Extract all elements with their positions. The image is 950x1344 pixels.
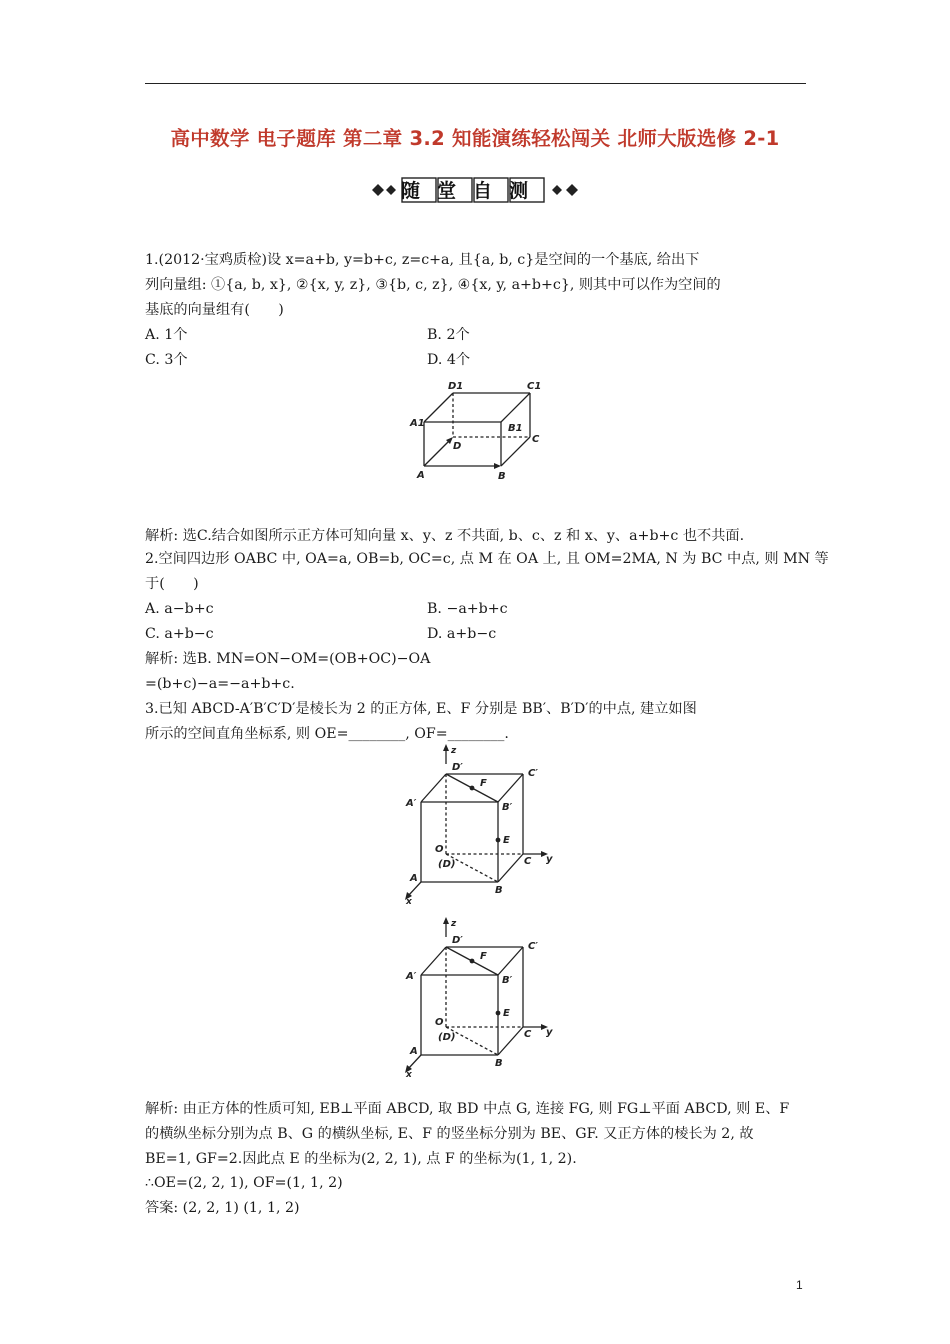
q1-choice-c: C. 3个 — [145, 352, 188, 368]
q3-cube-figure-2 — [396, 917, 566, 1079]
q3-fig1-label-c: C — [524, 856, 532, 867]
q3-line-1: 3.已知 ABCD-A′B′C′D′是棱长为 2 的正方体, E、F 分别是 BB′、B′D′的中点, 建立如图 — [145, 701, 697, 717]
q3-fig1-label-e: E — [503, 835, 510, 846]
q3-fig2-label-d-paren: (D) — [438, 1032, 456, 1043]
q1-choice-a: A. 1个 — [145, 327, 188, 343]
q1-label-b: B — [498, 471, 506, 482]
q3-cube-figure-1 — [396, 744, 566, 906]
q3-fig1-label-b: B — [495, 885, 503, 896]
q3-solution-1: 解析: 由正方体的性质可知, EB⊥平面 ABCD, 取 BD 中点 G, 连接 FG, 则 FG⊥平面 ABCD, 则 E、F — [145, 1101, 790, 1117]
q2-line-2: 于( ) — [145, 576, 199, 592]
q3-solution-3: BE=1, GF=2.因此点 E 的坐标为(2, 2, 1), 点 F 的坐标为(1, 1, 2). — [145, 1151, 577, 1167]
q3-fig2-label-a-prime: A′ — [406, 971, 417, 982]
q3-fig2-label-c: C — [524, 1029, 532, 1040]
q1-line-2: 列向量组: ①{a, b, x}, ②{x, y, z}, ③{b, c, z}, ④{x, y, a+b+c}, 则其中可以作为空间的 — [145, 277, 721, 293]
q2-choice-a: A. a−b+c — [145, 601, 214, 617]
banner-text: 随堂自测 — [400, 180, 546, 202]
q1-label-a: A — [417, 470, 425, 481]
q3-fig1-label-o: O — [435, 844, 444, 855]
q3-fig1-label-y: y — [546, 854, 553, 865]
q2-solution-1: 解析: 选B. MN=ON−OM=(OB+OC)−OA — [145, 651, 431, 667]
q3-fig2-label-b-prime: B′ — [502, 975, 513, 986]
q3-fig2-label-b: B — [495, 1058, 503, 1069]
q3-fig1-label-a-prime: A′ — [406, 798, 417, 809]
q3-fig1-label-x: x — [406, 897, 412, 906]
q1-line-3: 基底的向量组有( ) — [145, 302, 284, 318]
q3-fig2-label-a: A — [410, 1046, 418, 1057]
q3-fig2-label-z: z — [451, 919, 457, 929]
q3-fig1-label-f: F — [480, 778, 487, 789]
q3-fig2-label-y: y — [546, 1027, 553, 1038]
q3-fig1-label-d-prime: D′ — [452, 762, 463, 773]
q3-solution-2: 的横纵坐标分别为点 B、G 的横纵坐标, E、F 的竖坐标分别为 BE、GF. 又正方体的棱长为 2, 故 — [145, 1126, 754, 1142]
q1-label-b1: B1 — [508, 423, 523, 434]
q3-fig2-label-c-prime: C′ — [528, 941, 538, 952]
q1-choice-b: B. 2个 — [427, 327, 470, 343]
q3-line-2: 所示的空间直角坐标系, 则 OE=________, OF=________. — [145, 726, 509, 742]
q1-label-c: C — [532, 434, 540, 445]
q1-label-d: D — [453, 441, 462, 452]
q3-fig1-label-z: z — [451, 746, 457, 756]
q1-label-c1: C1 — [527, 381, 542, 392]
page-number: 1 — [796, 1278, 803, 1292]
q3-fig1-label-b-prime: B′ — [502, 802, 513, 813]
document-title: 高中数学 电子题库 第二章 3.2 知能演练轻松闯关 北师大版选修 2-1 — [170, 127, 780, 150]
section-banner — [372, 176, 578, 204]
q3-fig2-label-f: F — [480, 951, 487, 962]
q3-fig1-label-c-prime: C′ — [528, 768, 538, 779]
q2-choice-b: B. −a+b+c — [427, 601, 508, 617]
q3-answer: 答案: (2, 2, 1) (1, 1, 2) — [145, 1200, 300, 1216]
q2-solution-2: =(b+c)−a=−a+b+c. — [145, 676, 295, 692]
q3-fig2-label-x: x — [406, 1070, 412, 1079]
q3-fig2-label-o: O — [435, 1017, 444, 1028]
q3-fig2-label-d-prime: D′ — [452, 935, 463, 946]
q1-line-1: 1.(2012·宝鸡质检)设 x=a+b, y=b+c, z=c+a, 且{a, b, c}是空间的一个基底, 给出下 — [145, 252, 700, 268]
header-rule — [145, 83, 806, 84]
q2-choice-d: D. a+b−c — [427, 626, 497, 642]
q3-fig2-label-e: E — [503, 1008, 510, 1019]
q1-solution: 解析: 选C.结合如图所示正方体可知向量 x、y、z 不共面, b、c、z 和 x、y、a+b+c 也不共面. — [145, 528, 745, 544]
q2-line-1: 2.空间四边形 OABC 中, OA=a, OB=b, OC=c, 点 M 在 OA 上, 且 OM=2MA, N 为 BC 中点, 则 MN 等 — [145, 551, 829, 567]
q1-label-d1: D1 — [448, 381, 464, 392]
q3-solution-4: ∴OE=(2, 2, 1), OF=(1, 1, 2) — [145, 1175, 343, 1191]
q3-fig1-label-d-paren: (D) — [438, 859, 456, 870]
q3-fig1-label-a: A — [410, 873, 418, 884]
q1-choice-d: D. 4个 — [427, 352, 471, 368]
q2-choice-c: C. a+b−c — [145, 626, 214, 642]
q1-label-a1: A1 — [410, 418, 425, 429]
q1-cuboid-figure — [400, 374, 550, 486]
